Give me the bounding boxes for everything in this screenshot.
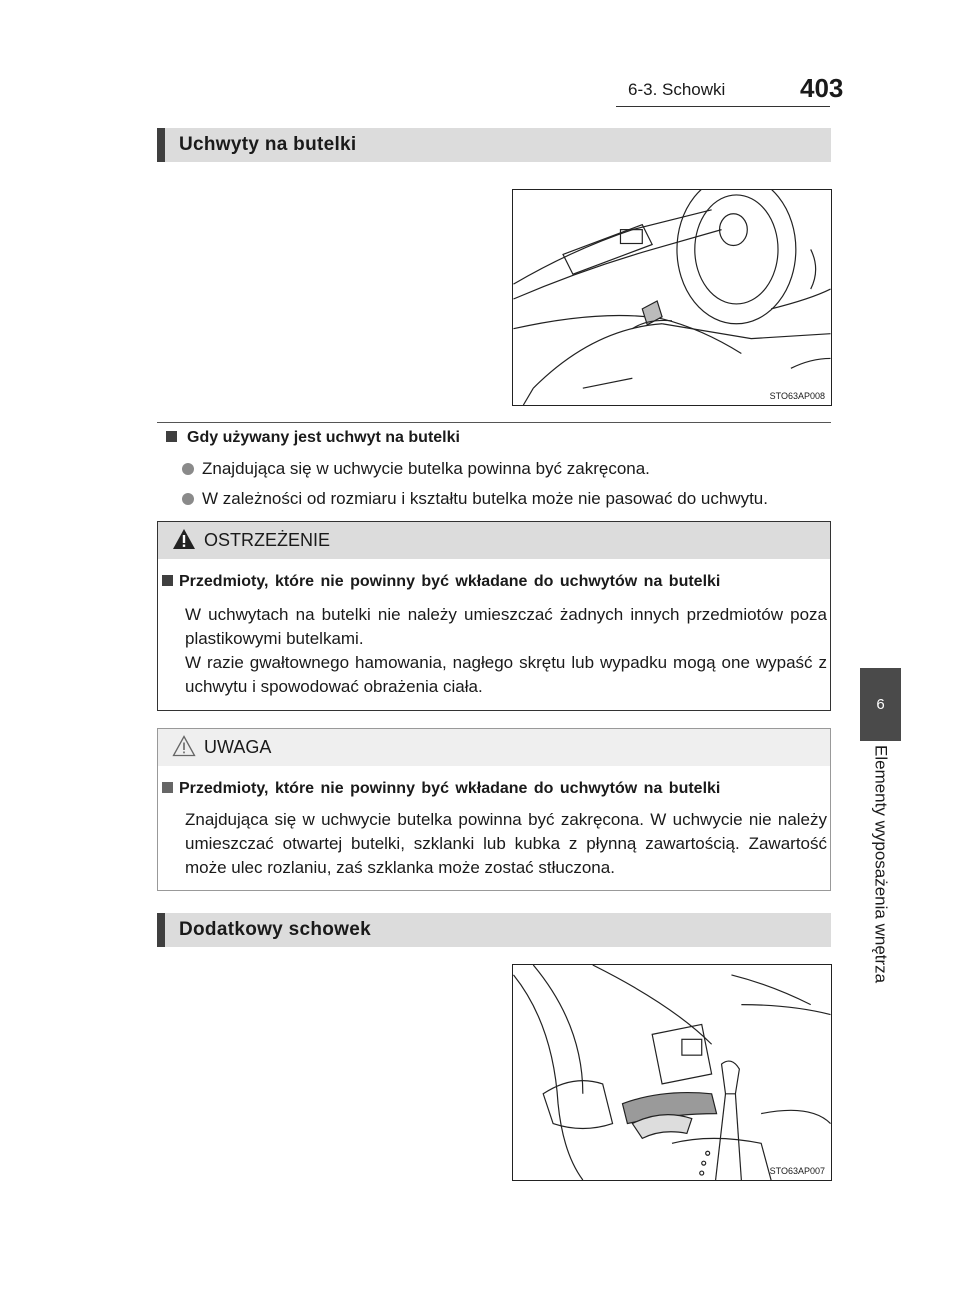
warning-header <box>158 522 830 559</box>
notice-body <box>185 808 827 880</box>
list-item <box>182 489 768 509</box>
warning-paragraph: W uchwytach na butelki nie należy umieszczać żadnych innych przedmiotów poza plastikowymi butelkami. <box>185 605 827 648</box>
caution-triangle-icon <box>172 735 196 757</box>
figure-code: STO63AP008 <box>769 391 825 401</box>
warning-box <box>157 521 831 711</box>
round-bullet-icon <box>182 493 194 505</box>
notice-subheading <box>162 780 720 798</box>
subheading-bottle-holder-use <box>166 429 460 447</box>
figure-additional-storage <box>512 964 832 1181</box>
warning-body <box>185 603 827 699</box>
notice-title: UWAGA <box>204 737 272 757</box>
list-item-text: W zależności od rozmiaru i kształtu butelka może nie pasować do uchwytu. <box>202 489 768 508</box>
notice-box <box>157 728 831 891</box>
chapter-title-vertical <box>860 745 901 1045</box>
figure-code: STO63AP007 <box>769 1166 825 1176</box>
chapter-title: Elementy wyposażenia wnętrza <box>871 745 891 984</box>
additional-storage-illustration <box>513 965 831 1180</box>
subheading-text: Gdy używany jest uchwyt na butelki <box>187 429 460 446</box>
running-header-section: 6-3. Schowki <box>628 80 726 99</box>
notice-subheading-text: Przedmioty, które nie powinny być wkładane do uchwytów na butelki <box>179 780 721 797</box>
page-number: 403 <box>800 73 844 103</box>
warning-subheading-text: Przedmioty, które nie powinny być wkładane do uchwytów na butelki <box>179 573 721 590</box>
list-item-text: Znajdująca się w uchwycie butelka powinna być zakręcona. <box>202 459 650 478</box>
warning-triangle-icon <box>172 528 196 550</box>
notice-paragraph: Znajdująca się w uchwycie butelka powinna być zakręcona. W uchwycie nie należy umieszczać otwartej butelki, szklanki lub kubka z płynną zawartością. Zawartość może ulec rozlaniu, zaś szklanka może zostać stłuczona. <box>185 810 827 877</box>
list-item <box>182 459 650 479</box>
warning-paragraph: W razie gwałtownego hamowania, nagłego skrętu lub wypadku mogą one wypaść z uchwytu i spowodować obrażenia ciała. <box>185 653 827 696</box>
bottle-holder-illustration <box>513 190 831 405</box>
notice-header <box>158 729 830 766</box>
section-title-bottle-holders: Uchwyty na butelki <box>157 128 831 162</box>
warning-subheading <box>162 573 720 591</box>
square-bullet-icon <box>162 575 173 586</box>
divider <box>157 422 831 423</box>
section-title-additional-storage: Dodatkowy schowek <box>157 913 831 947</box>
figure-bottle-holder <box>512 189 832 406</box>
warning-title: OSTRZEŻENIE <box>204 530 331 550</box>
round-bullet-icon <box>182 463 194 475</box>
chapter-tab: 6 <box>860 668 901 741</box>
square-bullet-icon <box>166 431 177 442</box>
header-rule <box>616 106 830 107</box>
square-bullet-icon <box>162 782 173 793</box>
